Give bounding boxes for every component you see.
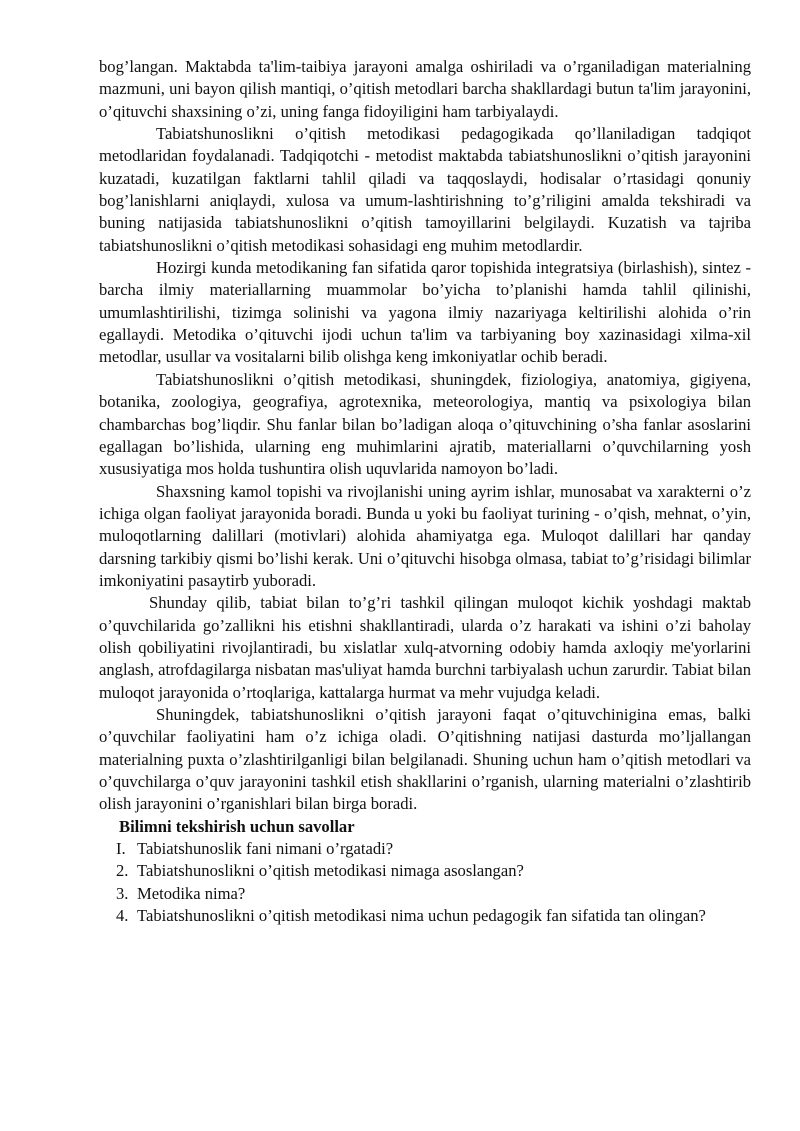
question-text: Tabiatshunoslikni o’qitish metodikasi nimaga asoslangan? (137, 861, 524, 881)
question-text: Tabiatshunoslik fani nimani o’rgatadi? (137, 839, 394, 859)
question-number: 4. (116, 906, 129, 926)
paragraph-nature-communication: Shunday qilib, tabiat bilan to’g’ri tashkil qilingan muloqot kichik yoshdagi maktab o’quvchilarida go’zallikni his etishni shakllantiradi, ularda o’z harakati va ishini o’zi baholay olish qobiliyatini rivojlantiradi, bu xislatlar xulq-atvorning odobiy hamda axloqiy me'yorlarini anglash, atrofdagilarga nisbatan mas'uliyat hamda burchni tarbiyalash uchun zarurdir. Tabiat bilan muloqot jarayonida o’rtoqlariga, kattalarga hurmat va mehr vujudga keladi. (99, 593, 751, 702)
question-item (99, 838, 751, 860)
question-number: I. (116, 839, 126, 859)
questions-list (99, 838, 751, 927)
paragraph-continuation: bog’langan. Maktabda ta'lim-taibiya jarayoni amalga oshiriladi va o’rganiladigan materialning mazmuni, uni bayon qilish mantiqi, o’qitish metodlari barcha shakllardagi butun ta'lim jarayonini, o’qituvchi shaxsining o’zi, uning fanga fidoyiligini ham tarbiyalaydi. (99, 57, 751, 121)
paragraph-teaching-process: Shuningdek, tabiatshunoslikni o’qitish jarayoni faqat o’qituvchinigina emas, balki o’quvchilar faoliyatini ham o’z ichiga oladi. O’qitishning natijasi dasturda mo’ljallangan materialning puxta o’zlashtirilganligi bilan belgilanadi. Shuning uchun ham o’qitish metodlari va o’quvchilarga o’quv jarayonini tashkil etish shakllarini o’rganish, ularning materialni o’zlashtirib olish jarayonini o’rganishlari bilan birga boradi. (99, 704, 751, 814)
paragraph-integration: Hozirgi kunda metodikaning fan sifatida qaror topishida integratsiya (birlashish), sintez - barcha ilmiy materiallarning muammolar bo’yicha to’planishi hamda tahlil qilinishi, umumlashtirilishi, tizimga solinishi va yagona ilmiy nazariyaga keltirilishi alohida o’rin egallaydi. Metodika o’qituvchi ijodi uchun ta'lim va tarbiyaning boy xazinasidagi xilma-xil metodlar, usullar va vositalarni bilib olishga keng imkoniyatlar ochib beradi. (99, 258, 751, 367)
question-text: Metodika nima? (137, 883, 246, 903)
question-number: 3. (116, 883, 129, 903)
paragraph-personality-development: Shaxsning kamol topishi va rivojlanishi uning ayrim ishlar, munosabat va xarakterni o’z ichiga olgan faoliyat jarayonida boradi. Bunda u yoki bu faoliyat turining - o’qish, mehnat, o’yin, muloqotlarning dalillari (motivlari) alohida ahamiyatga ega. Muloqot dalillari har qanday darsning tarkibiy qismi bo’lishi kerak. Uni o’qituvchi hisobga olmasa, tabiat to’g’risidagi bilimlar imkoniyatini pasaytirb yuboradi. (99, 481, 751, 590)
question-item (99, 883, 751, 905)
question-number: 2. (116, 861, 129, 881)
question-item (99, 860, 751, 882)
paragraph-research-methods: Tabiatshunoslikni o’qitish metodikasi pedagogikada qo’llaniladigan tadqiqot metodlaridan foydalanadi. Tadqiqotchi - metodist maktabda tabiatshunoslikni o’qitish jarayonini kuzatadi, kuzatilgan faktlarni tahlil qiladi va taqqoslaydi, hodisalar o’rtasidagi qonuniy bog’lanishlarni aniqlaydi, xulosa va umum-lashtirishning to’g’riligini amalda tekshiradi va buning natijasida tabiatshunoslikni o’qitish tamoyillarini belgilaydi. Kuzatish va tajriba tabiatshunoslikni o’qitish metodikasi sohasidagi eng muhim metodlardir. (99, 124, 751, 255)
document-page (99, 56, 751, 927)
questions-heading: Bilimni tekshirish uchun savollar (119, 816, 355, 836)
question-text: Tabiatshunoslikni o’qitish metodikasi nima uchun pedagogik fan sifatida tan olingan? (137, 906, 706, 926)
paragraph-related-sciences: Tabiatshunoslikni o’qitish metodikasi, shuningdek, fiziologiya, anatomiya, gigiyena, botanika, zoologiya, geografiya, agrotexnika, meteorologiya, mantiq va psixologiya bilan chambarchas bog’liqdir. Shu fanlar bilan bo’ladigan aloqa o’qituvchining o’sha fanlar asoslarini egallagan bo’lishida, ularning eng muhimlarini ajratib, materiallarni o’quvchilarning yosh xususiyatiga mos holda tushuntira olish uquvlarida namoyon bo’ladi. (99, 369, 751, 479)
question-item (99, 905, 751, 927)
